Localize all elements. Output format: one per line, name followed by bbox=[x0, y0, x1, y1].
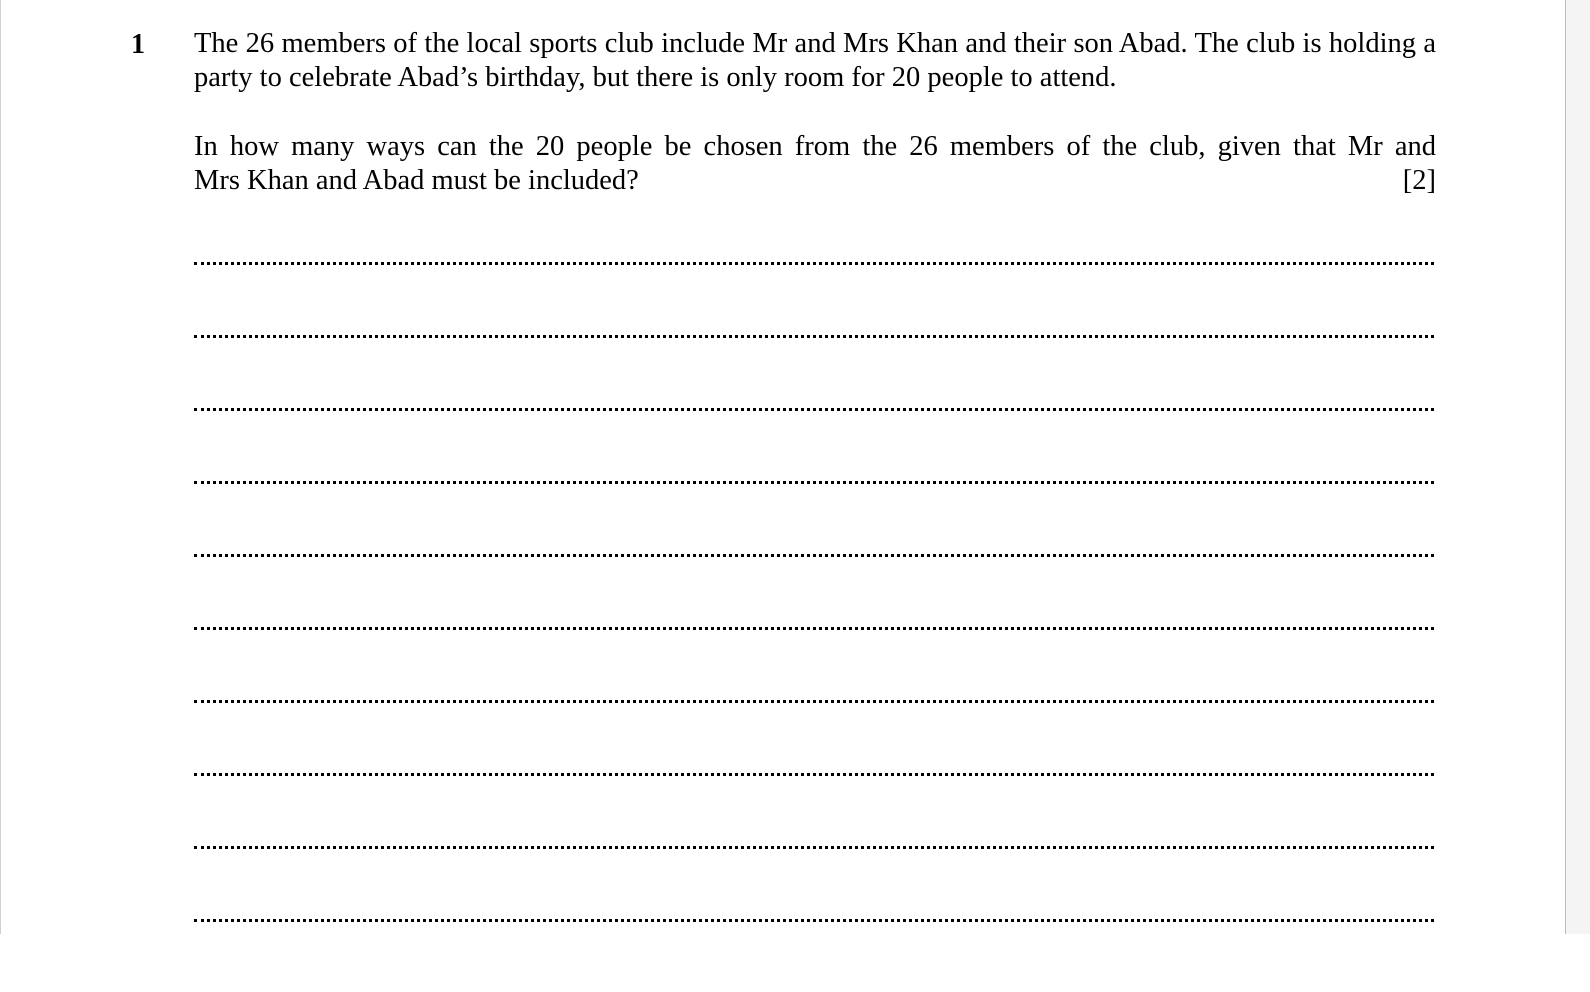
question-prompt-line-2: Mrs Khan and Abad must be included? bbox=[194, 165, 639, 196]
answer-line[interactable] bbox=[194, 627, 1434, 630]
question-prompt-line-1: In how many ways can the 20 people be chosen from the 26 members of the club, given that Mr and bbox=[194, 131, 1436, 162]
question-context-paragraph: The 26 members of the local sports club include Mr and Mrs Khan and their son Abad. The club is holding a party to celebrate Abad’s birthday, but there is only room for 20 people to attend. bbox=[194, 28, 1436, 93]
answer-line[interactable] bbox=[194, 554, 1434, 557]
answer-line[interactable] bbox=[194, 846, 1434, 849]
question-prompt-paragraph bbox=[194, 130, 1436, 198]
answer-line[interactable] bbox=[194, 408, 1434, 411]
question-body bbox=[194, 27, 1436, 198]
answer-line[interactable] bbox=[194, 335, 1434, 338]
answer-area[interactable] bbox=[194, 262, 1434, 992]
answer-line[interactable] bbox=[194, 481, 1434, 484]
viewer-scroll-gutter[interactable] bbox=[1566, 0, 1590, 934]
marks-allocation: [2] bbox=[1402, 165, 1436, 196]
answer-line[interactable] bbox=[194, 700, 1434, 703]
answer-line[interactable] bbox=[194, 919, 1434, 922]
question-number: 1 bbox=[131, 29, 145, 60]
answer-line[interactable] bbox=[194, 262, 1434, 265]
answer-line[interactable] bbox=[194, 773, 1434, 776]
